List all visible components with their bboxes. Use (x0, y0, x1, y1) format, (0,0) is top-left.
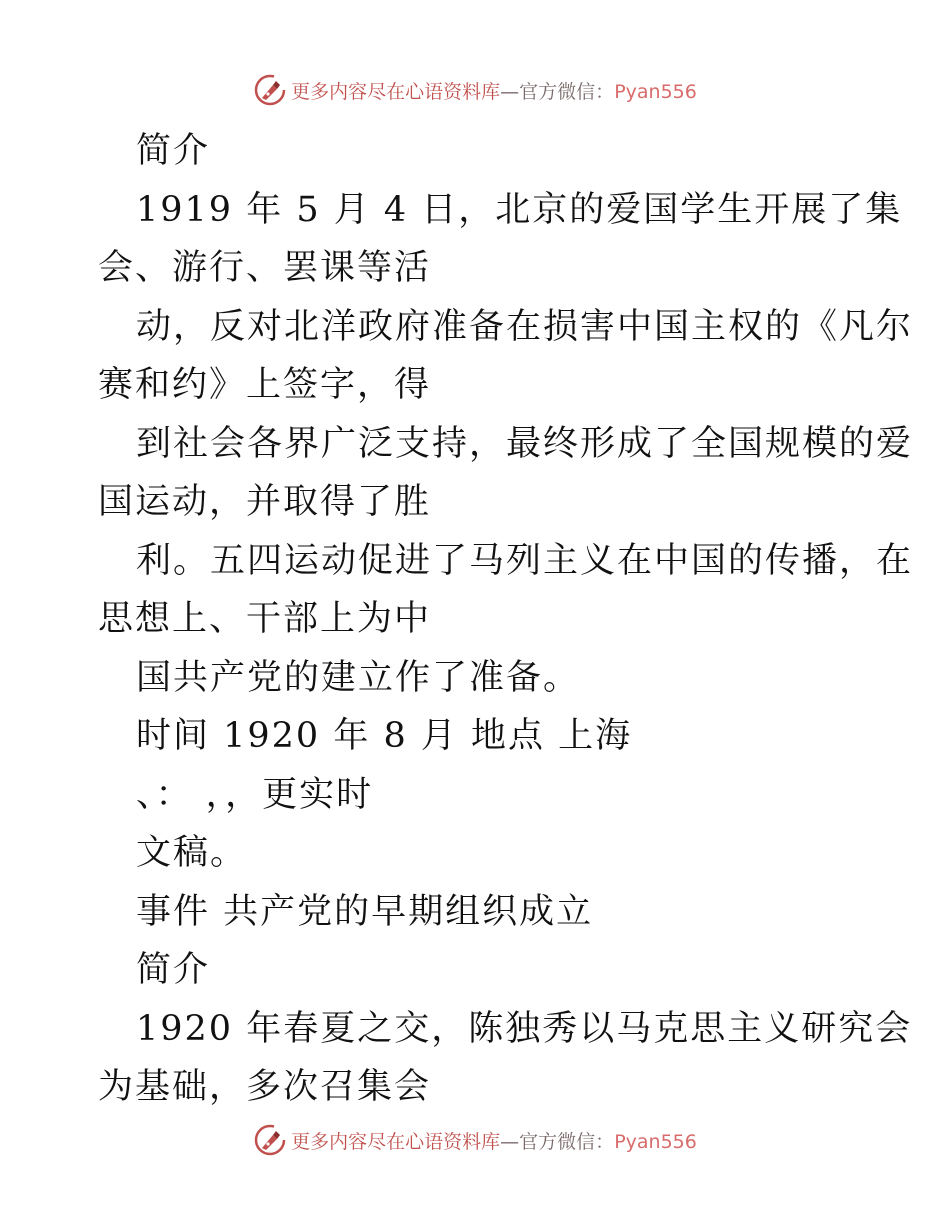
text-line: 国运动，并取得了胜 (98, 482, 432, 522)
header-watermark (0, 70, 950, 110)
text-line: 利。五四运动促进了马列主义在中国的传播，在 (136, 540, 914, 581)
footer-watermark-text (291, 1127, 697, 1154)
wechat-label: 官方微信： (519, 1130, 615, 1153)
text-line: 简介 (136, 131, 211, 171)
text-line: 会、游行、罢课等活 (98, 248, 432, 288)
text-line: 赛和约》上签字，得 (98, 365, 432, 405)
text-line: 、： ，，更实时 (136, 774, 374, 815)
text-line: 事件 共产党的早期组织成立 (136, 891, 594, 932)
pen-nib-logo-icon (253, 73, 287, 107)
text-line: 1919 年 5 月 4 日，北京的爱国学生开展了集 (136, 189, 903, 230)
pen-nib-logo-icon (253, 1123, 287, 1157)
text-line: 思想上、干部上为中 (98, 599, 432, 639)
wechat-id: Pyan556 (614, 1130, 697, 1153)
dash: — (500, 80, 520, 103)
text-line: 时间 1920 年 8 月 地点 上海 (136, 716, 633, 756)
text-line: 1920 年春夏之交，陈独秀以马克思主义研究会 (136, 1008, 913, 1049)
document-body (98, 122, 914, 1117)
text-line: 为基础，多次召集会 (98, 1067, 432, 1107)
text-line: 文稿。 (136, 833, 248, 873)
brand-text: 更多内容尽在心语资料库 (291, 1130, 501, 1153)
text-line: 国共产党的建立作了准备。 (136, 657, 581, 698)
brand-text: 更多内容尽在心语资料库 (291, 80, 501, 103)
text-line: 动，反对北洋政府准备在损害中国主权的《凡尔 (136, 306, 914, 347)
text-line: 简介 (136, 950, 211, 990)
wechat-id: Pyan556 (614, 80, 697, 103)
wechat-label: 官方微信： (519, 80, 615, 103)
header-watermark-text (291, 77, 697, 104)
dash: — (500, 1130, 520, 1153)
footer-watermark (0, 1120, 950, 1160)
text-line: 到社会各界广泛支持，最终形成了全国规模的爱 (136, 423, 914, 464)
